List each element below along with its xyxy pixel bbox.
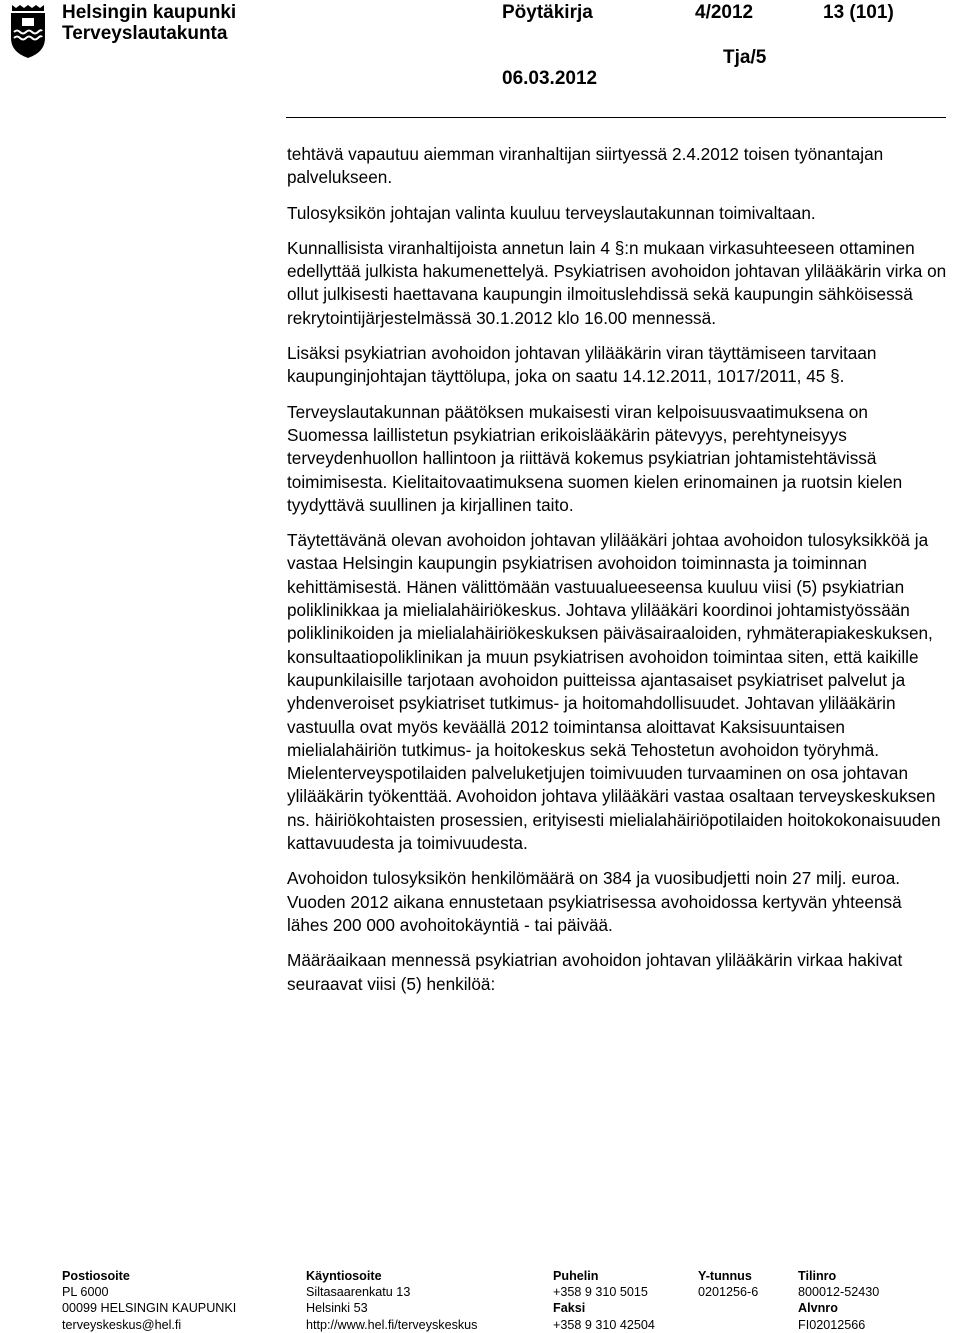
footer-heading: Faksi xyxy=(553,1301,586,1316)
paragraph: Määräaikaan mennessä psykiatrian avohoidon johtavan ylilääkärin virkaa hakivat seuraavat viisi (5) henkilöä: xyxy=(287,950,903,994)
footer-visiting-address xyxy=(306,1268,477,1333)
footer-postal-address xyxy=(62,1268,236,1333)
footer-heading: Puhelin xyxy=(553,1269,599,1283)
footer-line: 0201256-6 xyxy=(698,1285,759,1300)
footer-line: +358 9 310 5015 xyxy=(553,1285,648,1300)
footer-account xyxy=(798,1268,879,1333)
footer-heading: Tilinro xyxy=(798,1269,837,1283)
footer-heading: Y-tunnus xyxy=(698,1269,752,1283)
footer-line: Siltasaarenkatu 13 xyxy=(306,1285,411,1300)
footer-heading: Käyntiosoite xyxy=(306,1269,382,1283)
paragraph: Avohoidon tulosyksikön henkilömäärä on 384 ja vuosibudjetti noin 27 milj. euroa. Vuoden 2012 aikana ennustetaan psykiatrisessa avohoidossa kertyvän yhteensä lähes 200 000 avohoitokäyntiä - tai päivää. xyxy=(287,868,902,935)
footer-line: +358 9 310 42504 xyxy=(553,1317,655,1332)
footer-line: 800012-52430 xyxy=(798,1285,880,1300)
footer-business-id xyxy=(698,1268,758,1300)
footer-line: Helsinki 53 xyxy=(306,1301,368,1316)
page-number: 13 (101) xyxy=(823,2,894,23)
footer-website: http://www.hel.fi/terveyskeskus xyxy=(306,1317,478,1332)
meeting-date: 06.03.2012 xyxy=(502,68,598,89)
paragraph: Terveyslautakunnan päätöksen mukaisesti viran kelpoisuusvaatimuksena on Suomessa laillistetun psykiatrian erikoislääkärin pätevyys, perehtyneisyys terveydenhuollon hallintoon ja riittävä kokemus psykiatrian johtamistehtävissä toimimisesta. Kielitaitovaatimuksena suomen kielen erinomainen ja ruotsin kielen tyydyttävä suullinen ja kirjallinen taito. xyxy=(287,401,903,515)
footer-line: FI02012566 xyxy=(798,1317,866,1332)
paragraph: tehtävä vapautuu aiemman viranhaltijan siirtyessä 2.4.2012 toisen työnantajan palvelukseen. xyxy=(287,144,884,188)
footer-heading: Alvnro xyxy=(798,1301,838,1316)
section-reference: Tja/5 xyxy=(723,47,767,68)
organization-name: Helsingin kaupunki xyxy=(62,2,237,23)
header-divider xyxy=(286,117,946,118)
document-body xyxy=(287,143,947,1008)
footer-email: terveyskeskus@hel.fi xyxy=(62,1317,182,1332)
helsinki-crest-logo xyxy=(8,2,48,60)
document-type: Pöytäkirja xyxy=(502,2,593,23)
paragraph: Täytettävänä olevan avohoidon johtavan ylilääkäri johtaa avohoidon tulosyksikköä ja vastaa Helsingin kaupungin psykiatrisen avohoidon toiminnasta ja toiminnan kehittämisestä. Hänen välittömään vastuualueeseensa kuuluu viisi (5) psykiatrian poliklinikkaa ja mielialahäiriökeskus. Johtava ylilääkäri koordinoi johtamistyössään poliklinikoiden ja mielialahäiriökeskuksen päiväsairaaloiden, ryhmäterapiakeskuksen, konsultaatiopoliklinikan ja muun psykiatrisen avohoidon toimintaa siten, että kaikille kaupunkilaisille tarjotaan avohoidon puitteissa ajantasaiset psykiatriset palvelut ja yhdenveroiset psykiatriset tutkimus- ja hoitomahdollisuudet. Johtavan ylilääkärin vastuulla ovat myös keväällä 2012 toimintansa aloittavat Kaksisuuntaisen mielialahäiriön tutkimus- ja hoitokeskus sekä Tehostetun avohoidon työryhmä. Mielenterveyspotilaiden palveluketjujen toimivuuden turvaaminen on osa johtavan ylilääkärin työkenttää. Avohoidon johtava ylilääkäri vastaa osaltaan terveyskeskuksen ns. häiriökohtaisten prosessien, erityisesti mielialahäiriöpotilaiden hoitokokonaisuuden kattavuudesta ja toimivuudesta. xyxy=(287,530,941,854)
paragraph: Kunnallisista viranhaltijoista annetun lain 4 §:n mukaan virkasuhteeseen ottaminen edellyttää julkista hakumenettelyä. Psykiatrisen avohoidon johtavan ylilääkärin virka on ollut julkisesti haettavana kaupungin ilmoituslehdissä sekä kaupungin sähköisessä rekrytointijärjestelmässä 30.1.2012 klo 16.00 mennessä. xyxy=(287,237,947,328)
document-number: 4/2012 xyxy=(695,2,754,23)
footer-line: PL 6000 xyxy=(62,1285,109,1300)
footer-phone xyxy=(553,1268,655,1333)
paragraph: Lisäksi psykiatrian avohoidon johtavan ylilääkärin viran täyttämiseen tarvitaan kaupunginjohtajan täyttölupa, joka on saatu 14.12.2011, 1017/2011, 45 §. xyxy=(287,343,877,387)
board-name: Terveyslautakunta xyxy=(62,23,228,44)
footer-heading: Postiosoite xyxy=(62,1269,130,1283)
paragraph: Tulosyksikön johtajan valinta kuuluu terveyslautakunnan toimivaltaan. xyxy=(287,202,816,223)
footer-line: 00099 HELSINGIN KAUPUNKI xyxy=(62,1301,237,1316)
